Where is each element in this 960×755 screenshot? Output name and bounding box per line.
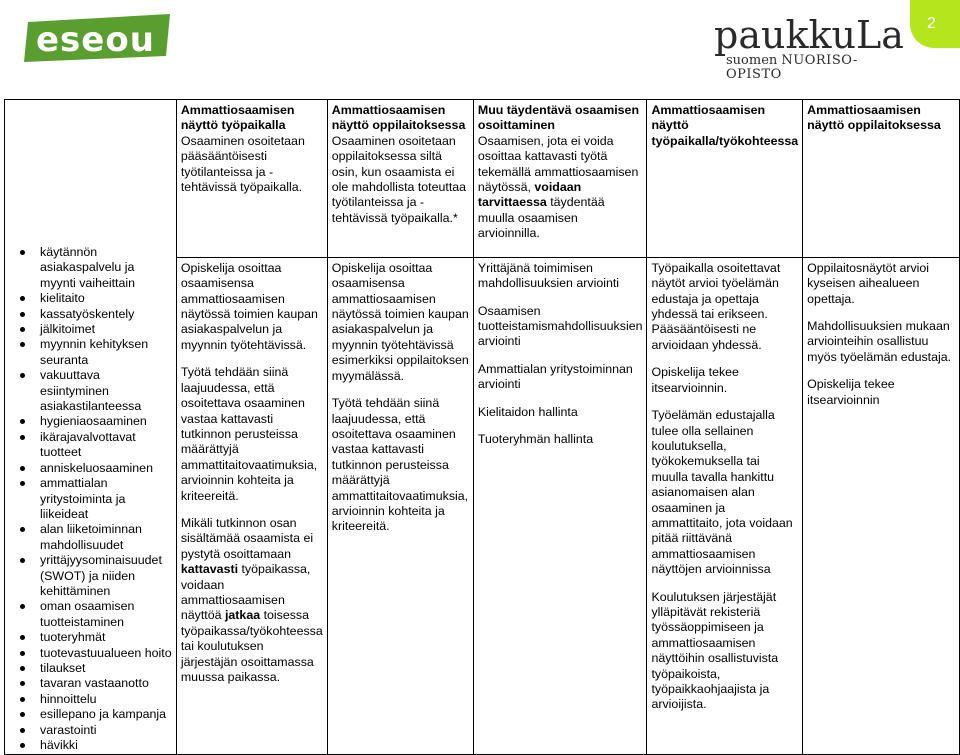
- paragraph: Mikäli tutkinnon osan sisältämää osaamista ei pystytä osoittamaan kattavasti työpaikassa, voidaan ammattiosaamisen näyttöä jatkaa toisessa työpaikassa/työkohteessa tai koulutuksen järjestäjän osoittamassa muussa paikassa.: [180, 515, 323, 685]
- col-head-title: Ammattiosaamisen näyttö työpaikalla/työkohteessa: [651, 103, 799, 148]
- list-item: myynnin kehityksen seuranta: [7, 337, 172, 368]
- col-head-assess-school: [803, 100, 960, 258]
- list-item: hygieniaosaaminen: [7, 414, 172, 429]
- list-item: varastointi: [7, 723, 172, 738]
- list-item: kassatyöskentely: [7, 307, 172, 322]
- list-item: vakuuttava esiintyminen asiakastilanteessa: [7, 368, 172, 414]
- list-item: yrittäjyysominaisuudet (SWOT) ja niiden kehittäminen: [7, 553, 172, 599]
- paragraph: Osaamisen tuotteistamismahdollisuuksien arviointi: [477, 303, 643, 349]
- eseduu-logo: [22, 12, 172, 64]
- paragraph: Kielitaidon hallinta: [477, 404, 578, 419]
- page-number: 2: [927, 15, 936, 32]
- table-header-row: [5, 100, 960, 258]
- eseduu-logo-mark: [22, 12, 172, 64]
- col-head-school: [327, 100, 473, 258]
- list-item: oman osaamisen tuotteistaminen: [7, 599, 172, 630]
- assess-workplace-body-cell: [647, 257, 803, 755]
- col-head-workplace: [176, 100, 327, 258]
- paragraph: Oppilaitosnäytöt arvioi kyseisen aihealueen opettaja.: [807, 260, 930, 306]
- paragraph: Tuoteryhmän hallinta: [477, 432, 594, 447]
- list-item: käytännön asiakaspalvelu ja myynti vaiheittain: [7, 245, 172, 291]
- paragraph: Yrittäjänä toimimisen mahdollisuuksien arviointi: [477, 260, 620, 291]
- paukkula-sub1: suomen: [726, 53, 778, 68]
- assess-school-body-cell: [803, 257, 960, 755]
- list-item: ammattialan yritystoiminta ja liikeideat: [7, 476, 172, 522]
- col-head-title: Ammattiosaamisen näyttö oppilaitoksessa: [807, 103, 941, 133]
- list-item: anniskeluosaaminen: [7, 461, 172, 476]
- paragraph: Työtä tehdään siinä laajuudessa, että osoitettava osaaminen vastaa kattavasti tutkinnon perusteissa määrättyjä ammattitaitovaatimuksia, arvioinnin kohteita ja kriteereitä.: [180, 365, 318, 503]
- paukkula-brand: paukkuLa: [714, 13, 904, 57]
- school-body-cell: [327, 257, 473, 755]
- eseduu-logo-text: eseou: [36, 20, 155, 60]
- skills-cell: [5, 100, 177, 755]
- col-head-supplementary: [473, 100, 647, 258]
- workplace-body-cell: [176, 257, 327, 755]
- list-item: kielitaito: [7, 291, 172, 306]
- page-number-badge: [910, 0, 960, 48]
- supplementary-body-cell: [473, 257, 647, 755]
- list-item: jälkitoimet: [7, 322, 172, 337]
- list-item: hävikki: [7, 738, 172, 753]
- skills-list: [7, 245, 172, 753]
- list-item: ikärajavalvottavat tuotteet: [7, 430, 172, 461]
- list-item: tilaukset: [7, 661, 172, 676]
- col-head-desc-a: Osaamisen, jota ei voida osoittaa kattavasti työtä tekemällä ammattiosaamisen näytössä,: [477, 133, 639, 195]
- col-head-desc: Osaaminen osoitetaan oppilaitoksessa siltä osin, kun osaamista ei ole mahdollista toteuttaa työtilanteissa ja -tehtävissä työpaikalla.*: [331, 133, 467, 225]
- paragraph: Koulutuksen järjestäjät ylläpitävät rekisteriä työssäoppimiseen ja ammattiosaamisen näyttöihin osallistuvista työpaikoista, työpaikkaohjaajista ja arvioijista.: [651, 589, 779, 712]
- paukkula-logo: [714, 13, 904, 82]
- col-head-title: Ammattiosaamisen näyttö työpaikalla: [180, 103, 295, 133]
- list-item: tuoteryhmät: [7, 630, 172, 645]
- paragraph: Työelämän edustajalla tulee olla sellainen koulutuksella, työkokemuksella tai muulla tavalla hankittu asianomaisen alan osaaminen ja ammattitaito, jota voidaan pitää riittävänä ammattiosaamisen näyttöjen arvioinnissa: [651, 408, 793, 577]
- paragraph: Opiskelija tekee itsearvioinnin.: [651, 365, 739, 395]
- paukkula-subtitle: [726, 54, 894, 82]
- col-head-desc-bold: voidaan tarvittaessa: [477, 180, 582, 210]
- paragraph: Ammattialan yritystoiminnan arviointi: [477, 361, 633, 392]
- paragraph: Mahdollisuuksien mukaan arviointeihin osallistuu myös työelämän edustaja.: [807, 319, 952, 364]
- list-item: esillepano ja kampanja: [7, 707, 172, 722]
- col-head-desc: Osaaminen osoitetaan pääsääntöisesti työtilanteissa ja -tehtävissä työpaikalla.: [180, 133, 305, 195]
- paragraph: Opiskelija tekee itsearvioinnin: [807, 377, 895, 407]
- paragraph: Työpaikalla osoitettavat näytöt arvioi työelämän edustaja ja opettaja yhdessä tai erikseen. Pääsääntöisesti ne arvioidaan yhdessä.: [651, 260, 781, 352]
- list-item: tavaran vastaanotto: [7, 676, 172, 691]
- list-item: hinnoittelu: [7, 692, 172, 707]
- list-item: alan liiketoiminnan mahdollisuudet: [7, 522, 172, 553]
- col-head-desc: [478, 134, 643, 242]
- paragraph: Opiskelija osoittaa osaamisensa ammattiosaamisen näytössä toimien kaupan asiakaspalvelun ja myynnin työtehtävissä esimerkiksi oppilaitoksen myymälässä.: [331, 260, 469, 383]
- col-head-assess-workplace: [647, 100, 803, 258]
- assessment-table: [4, 99, 960, 755]
- col-head-desc-b: täydentää muulla osaamisen arvioinnilla.: [477, 195, 605, 241]
- paragraph: Työtä tehdään siinä laajuudessa, että osoitettava osaaminen vastaa kattavasti tutkinnon perusteissa määrättyjä ammattitaitovaatimuksia, arvioinnin kohteita ja kriteereitä.: [331, 396, 469, 534]
- col-head-title: Muu täydentävä osaamisen osoittaminen: [477, 103, 640, 133]
- paragraph: Opiskelija osoittaa osaamisensa ammattiosaamisen näytössä toimien kaupan asiakaspalvelun ja myynnin työtehtävissä.: [180, 260, 318, 352]
- list-item: tuotevastuualueen hoito: [7, 646, 172, 661]
- paukkula-sub2: NUORISO-OPISTO: [726, 53, 858, 82]
- col-head-title: Ammattiosaamisen näyttö oppilaitoksessa: [331, 103, 466, 133]
